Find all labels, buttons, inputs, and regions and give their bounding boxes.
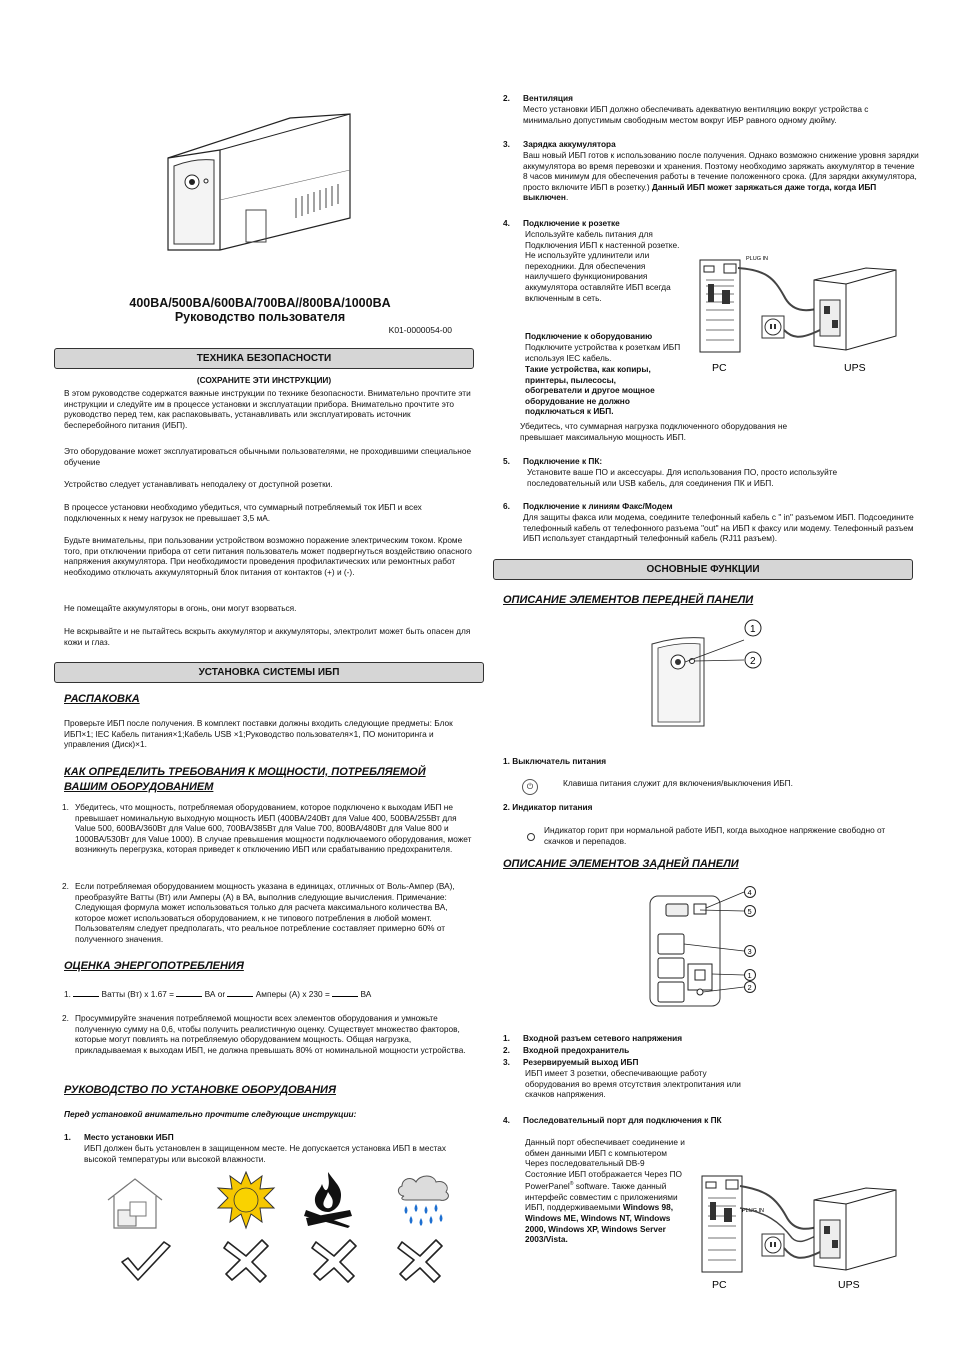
place-text: ИБП должен быть установлен в защищенном месте. Не допускается установка ИБП в местах высокой температуры или высокой влажности. bbox=[84, 1143, 447, 1164]
plug-in-label-2: PLUG IN bbox=[742, 1208, 765, 1214]
safety-paragraph-3: Устройство следует устанавливать неподалеку от доступной розетки. bbox=[64, 479, 333, 489]
power-item2-number: 2. bbox=[62, 881, 69, 891]
manual-subtitle: Руководство пользователя bbox=[174, 310, 346, 324]
place-title: Место установки ИБП bbox=[84, 1132, 174, 1142]
sun-icon bbox=[216, 1170, 276, 1230]
rear-item4-text bbox=[525, 1137, 685, 1245]
rear-panel-title: ОПИСАНИЕ ЭЛЕМЕНТОВ ЗАДНЕЙ ПАНЕЛИ bbox=[503, 858, 739, 870]
power-title-line1: КАК ОПРЕДЕЛИТЬ ТРЕБОВАНИЯ К МОЩНОСТИ, ПОТРЕБЛЯЕМОЙ bbox=[64, 766, 426, 778]
cross-mark-icon-1 bbox=[222, 1238, 270, 1282]
rain-icon bbox=[394, 1174, 454, 1230]
rear-item2-number: 2. bbox=[503, 1045, 510, 1055]
rear-callout-4: 4 bbox=[747, 888, 752, 897]
house-icon bbox=[104, 1176, 166, 1230]
step4-equipment-text: Подключите устройства к розеткам ИБП используя IEC кабель. bbox=[525, 342, 681, 363]
step4-text: Используйте кабель питания для Подключения ИБП к настенной розетке. Не используйте удлинители или переходники. Для обеспечения наилучшего функционирования аккумулятора оставляйте ИБП всегда включенным в сеть. bbox=[525, 229, 680, 303]
unpack-title: РАСПАКОВКА bbox=[64, 693, 140, 705]
safety-keep-note: (СОХРАНИТЕ ЭТИ ИНСТРУКЦИИ) bbox=[196, 375, 332, 385]
formula-watts: Ватты (Вт) x 1.67 = bbox=[101, 989, 175, 999]
step4-equipment-note: Убедитесь, что суммарная нагрузка подключенного оборудования не превышает максимальную мощность ИБП. bbox=[520, 421, 788, 442]
step2-title: Вентиляция bbox=[523, 93, 573, 103]
connection-diagram-1 bbox=[696, 250, 906, 375]
safety-paragraph-1: В этом руководстве содержатся важные инструкции по технике безопасности. Внимательно прочтите эти инструкции и следуйте им в процессе установки и эксплуатации прибора. Внимательно прочтите это руководство перед тем, как распаковывать, устанавливать или эксплуатировать источник бесперебойного питания (ИБП). bbox=[64, 388, 471, 430]
step5-number: 5. bbox=[503, 456, 510, 466]
formula-blank-amps[interactable] bbox=[227, 988, 253, 997]
check-mark-icon bbox=[118, 1238, 172, 1282]
step2-text: Место установки ИБП должно обеспечивать адекватную вентиляцию вокруг устройства с минимально допустимым свободным местом вокруг ИБР равного одному дюйму. bbox=[523, 104, 869, 125]
pc-label-2: PC bbox=[712, 1279, 727, 1291]
front-callout-1: 1 bbox=[750, 624, 756, 635]
connection-diagram-2 bbox=[696, 1172, 906, 1290]
power-indicator-title: 2. Индикатор питания bbox=[503, 802, 593, 812]
step5-text: Установите ваше ПО и аксессуары. Для использования ПО, просто используйте последовательный или USB кабель, для соединения ПК и ИБП. bbox=[527, 467, 838, 488]
step4-title: Подключение к розетке bbox=[523, 218, 620, 228]
formula-blank-va-2[interactable] bbox=[332, 988, 358, 997]
estimate-item2-text: Просуммируйте значения потребляемой мощности всех элементов оборудования и умножьте полученную сумму на 0,6, чтобы получить реалистичную оценку. Существует множество факторов, которые могут повлиять на потребляемую оборудованием мощность. Общая нагрузка, прикладываемая к выходам ИБП, не должна превышать 80% от номинальной мощности устройства. bbox=[75, 1013, 466, 1055]
rear-item4-text-2: software. Также данный интерфейс совместим с приложениями ИБП, поддерживаемыми bbox=[525, 1181, 678, 1213]
rear-item2: Входной предохранитель bbox=[523, 1045, 630, 1055]
rear-panel-image bbox=[648, 884, 760, 1008]
power-title-line2: ВАШИМ ОБОРУДОВАНИЕМ bbox=[64, 781, 214, 793]
ups-label-1: UPS bbox=[844, 362, 866, 374]
rear-item4-text-1: Данный порт обеспечивает соединение и обмен данными ИБП с компьютером Через последовательный DB-9 Состояние ИБП отображается Через ПО PowerPanel bbox=[525, 1137, 685, 1192]
document-code: K01-0000054-00 bbox=[388, 325, 452, 335]
front-panel-image bbox=[648, 618, 768, 730]
model-title: 400BA/500BA/600BA/700BA//800BA/1000BA bbox=[129, 296, 391, 310]
cross-mark-icon-2 bbox=[310, 1238, 358, 1282]
rear-item3-number: 3. bbox=[503, 1057, 510, 1067]
step3-text-body: Ваш новый ИБП готов к использованию после получения. Однако возможно снижение уровня зарядки аккумулятора во время перевозки и хранения. Поэтому необходимо заряжать аккумулятор в течение 8 часов минимум для обеспечения работы в течение положенного срока. (Для зарядки аккумулятора, просто включите ИБП в розетку.) bbox=[523, 150, 919, 192]
power-item2-text: Если потребляемая оборудованием мощность указана в единицах, отличных от Воль-Ампер (ВА), преобразуйте Ватты (Вт) или Амперы (А) в ВА, выполнив следующие вычисления. Примечание: Следующая формула может использоваться только для расчета максимального количества ВА, которое может использоваться оборудованием, к не типового потребления в любой момент. Пользователям следует предполагать, что реальное потребление составляет примерно 60% от полученного значения. bbox=[75, 881, 455, 944]
formula-number: 1. bbox=[64, 989, 71, 999]
safety-paragraph-5: Будьте внимательны, при пользовании устройством возможно поражение электрическим током. Кроме того, при отключении прибора от сети питания пользователь может подвергнуться воздействию опасного напряжения аккумулятора. При необходимости проведения профилактических или ремонтных работ необходимо отключать аккумуляторный блок питания от контактов (+) и (-). bbox=[64, 535, 472, 577]
safety-header: ТЕХНИКА БЕЗОПАСНОСТИ bbox=[54, 348, 474, 369]
formula-blank-watts[interactable] bbox=[73, 988, 99, 997]
power-icon: ⏻ bbox=[522, 779, 538, 795]
step2-number: 2. bbox=[503, 93, 510, 103]
front-callout-2: 2 bbox=[750, 656, 756, 667]
rear-item3: Резервируемый выход ИБП bbox=[523, 1057, 639, 1067]
rear-item4-windows: Windows 98, Windows ME, Windows NT, Windows 2000, Windows XP, Windows Server 2003/Vista. bbox=[525, 1202, 674, 1245]
pc-label-1: PC bbox=[712, 362, 727, 374]
cross-mark-icon-3 bbox=[396, 1238, 444, 1282]
rear-callout-2: 2 bbox=[747, 983, 752, 992]
functions-header: ОСНОВНЫЕ ФУНКЦИИ bbox=[493, 559, 913, 580]
power-switch-text: Клавиша питания служит для включения/выключения ИБП. bbox=[563, 778, 793, 788]
step3-text-dot: . bbox=[565, 192, 569, 203]
safety-paragraph-6: Не помещайте аккумуляторы в огонь, они могут взорваться. bbox=[64, 603, 297, 613]
step3-text-bold: Данный ИБП может заряжаться даже тогда, когда ИБП выключен bbox=[523, 181, 877, 203]
step3-text bbox=[523, 150, 921, 203]
install-header: УСТАНОВКА СИСТЕМЫ ИБП bbox=[54, 662, 484, 683]
rear-item4-number: 4. bbox=[503, 1115, 510, 1125]
step6-number: 6. bbox=[503, 501, 510, 511]
rear-item1: Входной разъем сетевого напряжения bbox=[523, 1033, 683, 1043]
fire-icon bbox=[302, 1170, 354, 1228]
step6-text: Для защиты факса или модема, соедините телефонный кабель с " in" разъемом ИБП. Подсоедините телефонный кабель от телефонного разъема "out" на ИБП к факсу или модему. Телефонный разъем ИБП использует стандартный телефонный кабель (RJ11 разъем). bbox=[523, 512, 914, 544]
rear-item3-text: ИБП имеет 3 розетки, обеспечивающие работу оборудования во время отсутствия электропитания или скачков напряжения. bbox=[525, 1068, 741, 1100]
place-number: 1. bbox=[64, 1132, 71, 1142]
rear-item1-number: 1. bbox=[503, 1033, 510, 1043]
safety-paragraph-7: Не вскрывайте и не пытайтесь вскрыть аккумулятор и аккумуляторы, электролит может быть опасен для кожи и глаз. bbox=[64, 626, 471, 647]
power-item1-text: Убедитесь, что мощность, потребляемая оборудованием, которое подключено к выходам ИБП не превышает номинальную выходную мощность ИБП (400ВА/240Вт для Value 400, 500ВА/255Вт для Value 500, 600ВА/360Вт для Value 600, 700ВА/385Вт для Value 700, 800ВА/480Вт для Value 800 и 1000ВА/530Вт для Value 1000). В случае превышения мощности подключаемого оборудования, может возникнуть перегрузка, которая приведет к отключению ИБП или срабатыванию предохранителя. bbox=[75, 802, 472, 855]
unpack-text: Проверьте ИБП после получения. В комплект поставки должны входить следующие предметы: Блок ИБП×1; IEC Кабель питания×1;Кабель USB ×1;Руководство пользователя×1, ПО мониторинга и управления (Диск)×1. bbox=[64, 718, 453, 750]
step3-number: 3. bbox=[503, 139, 510, 149]
registered-mark: ® bbox=[569, 1181, 574, 1188]
step4-equipment-warning: Такие устройства, как копиры, принтеры, пылесосы, обогреватели и другое мощное оборудование не должно подключаться к ИБП. bbox=[525, 364, 655, 417]
indicator-icon bbox=[527, 833, 535, 841]
safety-paragraph-2: Это оборудование может эксплуатироваться обычными пользователями, не проходившими специальное обучение bbox=[64, 446, 472, 467]
formula-blank-va-1[interactable] bbox=[176, 988, 202, 997]
safety-paragraph-4: В процессе установки необходимо убедиться, что суммарный потребляемый ток ИБП и всех подключенных к нему нагрузок не превышает 3,5 мА. bbox=[64, 502, 422, 523]
formula-amps: Амперы (А) x 230 = bbox=[255, 989, 330, 999]
formula-va-or: ВА or bbox=[204, 989, 226, 999]
step5-title: Подключение к ПК: bbox=[523, 456, 603, 466]
power-switch-title: 1. Выключатель питания bbox=[503, 756, 607, 766]
rear-item4: Последовательный порт для подключения к ПК bbox=[523, 1115, 722, 1125]
formula-va: ВА bbox=[360, 989, 372, 999]
power-indicator-text: Индикатор горит при нормальной работе ИБП, когда выходное напряжение свободно от скачков и перепадов. bbox=[544, 825, 886, 846]
step3-title: Зарядка аккумулятора bbox=[523, 139, 616, 149]
rear-callout-5: 5 bbox=[747, 907, 752, 916]
ups-label-2: UPS bbox=[838, 1279, 860, 1291]
rear-callout-3: 3 bbox=[747, 947, 752, 956]
ups-product-image bbox=[160, 100, 360, 260]
front-panel-title: ОПИСАНИЕ ЭЛЕМЕНТОВ ПЕРЕДНЕЙ ПАНЕЛИ bbox=[503, 594, 754, 606]
plug-in-label-1: PLUG IN bbox=[746, 256, 769, 262]
step6-title: Подключение к линиям Факс/Модем bbox=[523, 501, 673, 511]
rear-callout-1: 1 bbox=[747, 971, 752, 980]
estimate-item2-number: 2. bbox=[62, 1013, 69, 1023]
power-formula bbox=[64, 988, 484, 1000]
guide-title: РУКОВОДСТВО ПО УСТАНОВКЕ ОБОРУДОВАНИЯ bbox=[64, 1084, 336, 1096]
power-item1-number: 1. bbox=[62, 802, 69, 812]
estimate-title: ОЦЕНКА ЭНЕРГОПОТРЕБЛЕНИЯ bbox=[64, 960, 244, 972]
guide-note: Перед установкой внимательно прочтите следующие инструкции: bbox=[64, 1109, 357, 1119]
step4-equipment-title: Подключение к оборудованию bbox=[525, 331, 653, 341]
step4-number: 4. bbox=[503, 218, 510, 228]
